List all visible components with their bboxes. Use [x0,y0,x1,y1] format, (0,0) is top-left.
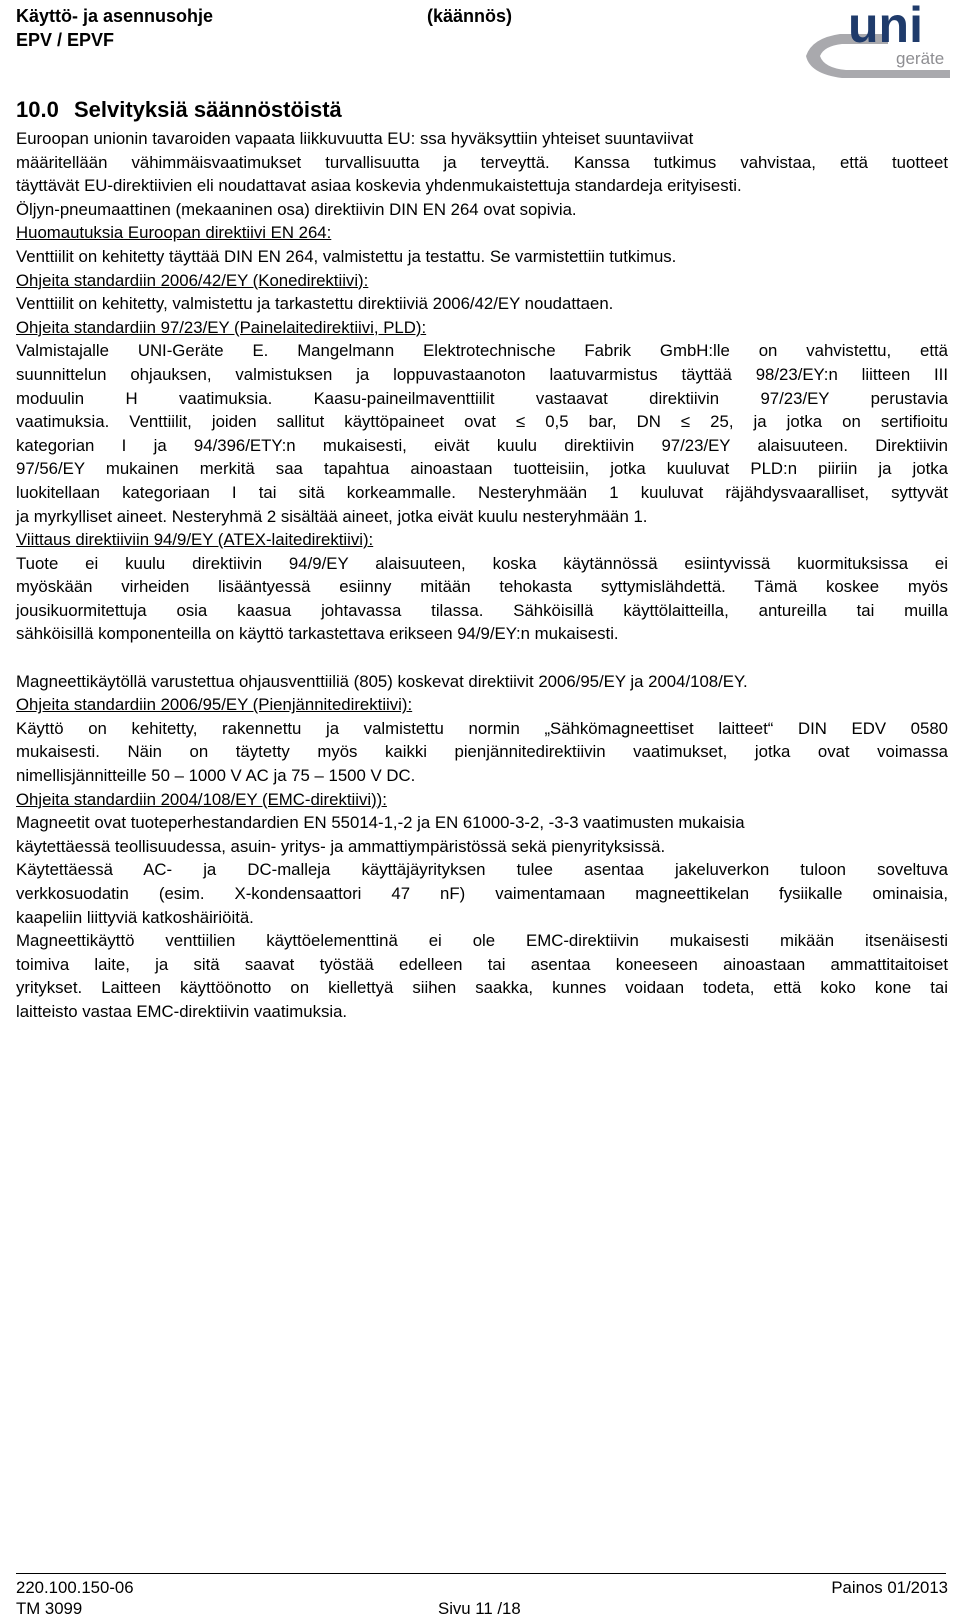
section-heading [16,96,948,124]
text-line: luokitellaan kategoriaan I tai sitä korkeammalle. Nesteryhmään 1 kuuluvat räjähdysvaaralliset, syttyvät [16,482,948,502]
text-line: Käytettäessä AC- ja DC-malleja käyttäjäyrityksen tulee asentaa jakeluverkon tuloon soveltuva [16,860,948,880]
text-line: Öljyn-pneumaattinen (mekaaninen osa) direktiivin DIN EN 264 ovat sopivia. [16,199,577,219]
text-line: 97/56/EY mukainen merkitä saa tapahtua ainoastaan tuotteisiin, jotka kuuluvat PLD:n piiriin ja jotka [16,459,948,479]
text-line: kaapeliin liittyviä katkoshäiriöitä. [16,907,254,927]
edition-date: Painos 01/2013 [831,1578,948,1597]
subheading-pressure-directive: Ohjeita standardiin 97/23/EY (Painelaitedirektiivi, PLD): [16,317,427,337]
translation-note: (käännös) [427,6,513,26]
uni-geraete-logo [802,0,958,78]
text-line: verkkosuodatin (esim. X-kondensaattori 47 nF) vaimentamaan magneettikelan fysiikalle ominaisia, [16,884,948,903]
subheading-en264: Huomautuksia Euroopan direktiivi EN 264: [16,223,332,243]
text-line: nimellisjännitteille 50 – 1000 V AC ja 75 – 1500 V DC. [16,766,416,786]
text-line: Venttiilit on kehitetty täyttää DIN EN 264, valmistettu ja testattu. Se varmistettiin tutkimus. [16,246,677,266]
text-line: Tuote ei kuulu direktiivin 94/9/EY alaisuuteen, koska käytännössä esiintyvissä kuormituksissa ei [16,553,948,573]
text-line: suunnittelun ohjauksen, valmistuksen ja loppuvastaanoton laatuvarmistus täyttää 98/23/EY:n liitteen III [16,364,948,384]
subheading-atex-directive: Viittaus direktiiviin 94/9/EY (ATEX-laitedirektiivi): [16,530,374,550]
logo-wordmark: uni [848,0,923,53]
product-code: EPV / EPVF [16,30,115,50]
text-line: toimiva laite, ja sitä saavat työstää edelleen tai asentaa koneeseen ainoastaan ammattitaitoiset [16,954,948,974]
document-body [16,96,948,1024]
section-title: Selvityksiä säännöstöistä [74,97,342,122]
text-line: kategorian I ja 94/396/ETY:n mukaisesti, eivät kuulu direktiivin 97/23/EY alaisuuteen. Direktiivin [16,435,948,455]
text-line: myöskään virheiden lisääntyessä esiinny mitään tehokasta syttymislähdettä. Tämä koskee myös [16,577,948,597]
paragraph-gap [16,646,948,670]
text-line: ja myrkylliset aineet. Nesteryhmä 2 sisältää aineet, jotka eivät kuulu nesteryhmään 1. [16,506,648,526]
body-text [16,127,948,1024]
text-line: yritykset. Laitteen käyttöönotto on kiellettyä siihen saakka, kunnes voidaan todeta, että koko kone tai [16,978,948,998]
footer-left [16,1577,134,1619]
tm-number: TM 3099 [16,1599,83,1618]
text-line: Magneettikäyttö venttiilien käyttöelementtinä ei ole EMC-direktiivin mukaisesti mikään itsenäisesti [16,931,948,951]
logo-subtitle: geräte [896,49,945,68]
document-header-title [16,4,213,52]
text-line: Käyttö on kehitetty, rakennettu ja valmistettu normin „Sähkömagneettiset laitteet“ DIN EDV 0580 [16,718,948,738]
text-line: Magneetit ovat tuoteperhestandardien EN 55014-1,-2 ja EN 61000-3-2, -3-3 vaatimusten mukaisia [16,813,745,833]
text-line: mukaisesti. Näin on täytetty myös kaikki pienjännitedirektiivin vaatimukset, jotka ovat voimassa [16,742,948,762]
section-number: 10.0 [16,97,59,122]
text-line: Euroopan unionin tavaroiden vapaata liikkuvuutta EU: ssa hyväksyttiin yhteiset suuntaviivat [16,129,694,148]
text-line: laitteisto vastaa EMC-direktiivin vaatimuksia. [16,1001,348,1021]
page-number: Sivu 11 /18 [438,1599,521,1618]
text-line: jousikuormitettuja osia kaasua johtavassa tilassa. Sähköisillä käyttölaitteilla, antureilla tai muilla [16,600,948,620]
text-line: käytettäessä teollisuudessa, asuin- yritys- ja ammattiympäristössä sekä pienyrityksissä. [16,836,666,856]
text-line: vaatimuksia. Venttiilit, joiden sallitut käyttöpaineet ovat ≤ 0,5 bar, DN ≤ 25, ja jotka on sertifioitu [16,412,948,432]
subheading-machinery-directive: Ohjeita standardiin 2006/42/EY (Konedirektiivi): [16,270,369,290]
text-line: Venttiilit on kehitetty, valmistettu ja tarkastettu direktiiviä 2006/42/EY noudattaen. [16,294,614,314]
subheading-low-voltage-directive: Ohjeita standardiin 2006/95/EY (Pienjännitedirektiivi): [16,695,413,715]
text-line: sähköisillä komponenteilla on käyttö tarkastettava erikseen 94/9/EY:n mukaisesti. [16,624,619,644]
manual-title: Käyttö- ja asennusohje [16,6,214,26]
document-number: 220.100.150-06 [16,1578,134,1597]
text-line: moduulin H vaatimuksia. Kaasu-paineilmaventtiilit vastaavat direktiivin 97/23/EY perustavia [16,388,948,408]
text-line: täyttävät EU-direktiivien eli noudattavat asiaa koskevia yhdenmukaistettuja standardeja erityisesti. [16,176,742,196]
text-line: Valmistajalle UNI-Geräte E. Mangelmann Elektrotechnische Fabrik GmbH:lle on vahvistettu, että [16,341,948,361]
subheading-emc-directive: Ohjeita standardiin 2004/108/EY (EMC-direktiivi)): [16,789,387,809]
text-line: Magneettikäytöllä varustettua ohjausventtiiliä (805) koskevat direktiivit 2006/95/EY ja 2004/108/EY. [16,671,748,691]
text-line: määritellään vähimmäisvaatimukset turvallisuutta ja terveyttä. Kanssa tutkimus vahvistaa, että tuotteet [16,152,948,172]
footer-divider [16,1573,946,1574]
